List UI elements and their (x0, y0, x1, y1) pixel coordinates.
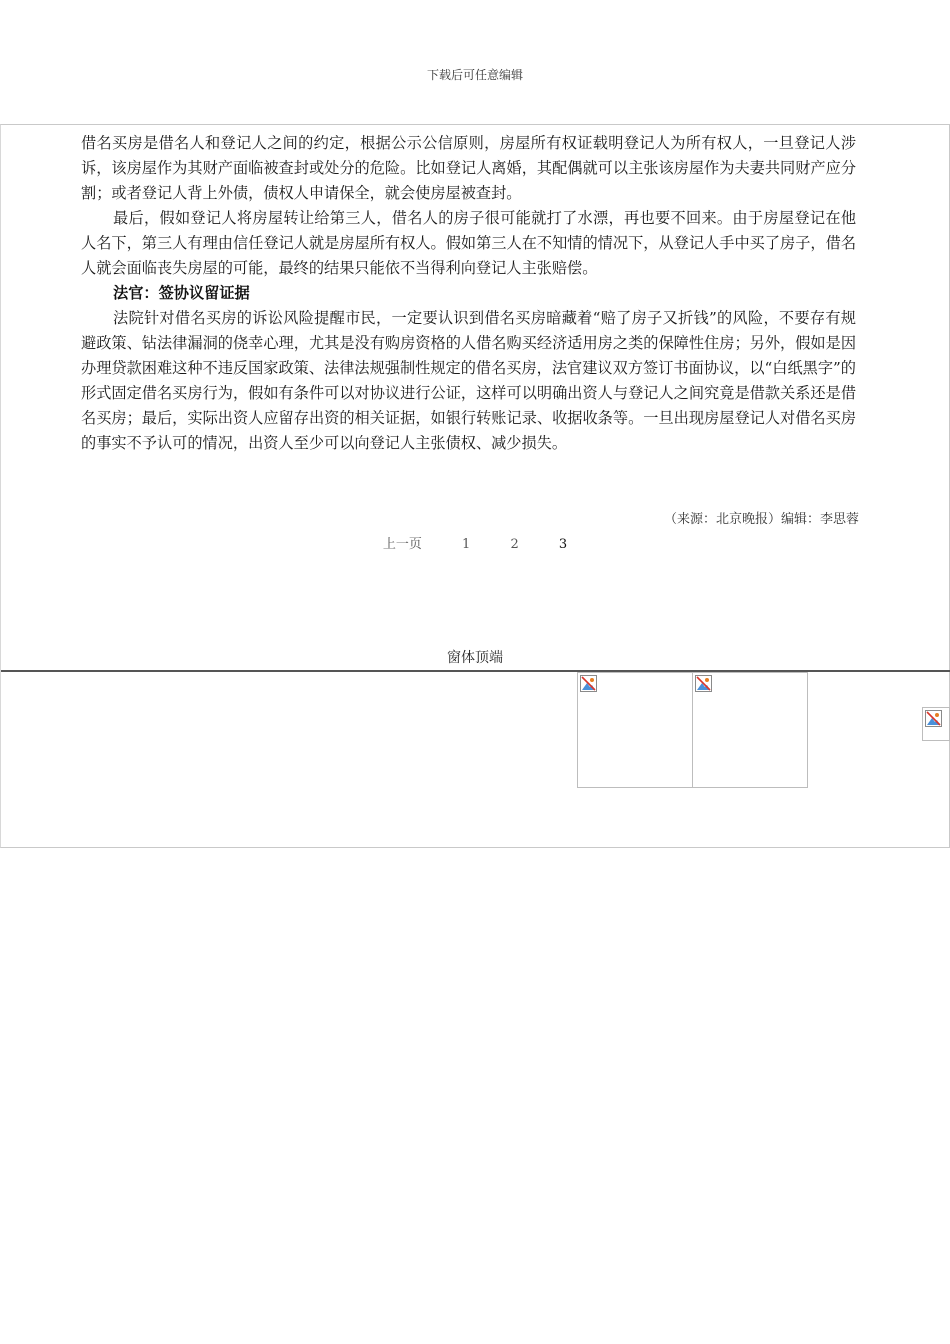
page-link-1[interactable]: 1 (462, 537, 471, 552)
page-link-3-current: 3 (558, 537, 568, 552)
image-placeholder-2[interactable] (692, 672, 808, 788)
article-body (81, 131, 856, 456)
source-editor-line: （来源：北京晚报）编辑：李思蓉 (663, 512, 859, 527)
article-paragraph-2: 最后，假如登记人将房屋转让给第三人，借名人的房子很可能就打了水漂，再也要不回来。由于房屋登记在他人名下，第三人有理由信任登记人就是房屋所有权人。假如第三人在不知情的情况下，从登记人手中买了房子，借名人就会面临丧失房屋的可能，最终的结果只能依不当得利向登记人主张赔偿。 (81, 209, 856, 277)
broken-image-icon (580, 675, 597, 692)
pagination (1, 533, 949, 552)
article-paragraph-1: 借名买房是借名人和登记人之间的约定，根据公示公信原则，房屋所有权证载明登记人为所有权人，一旦登记人涉诉，该房屋作为其财产面临被查封或处分的危险。比如登记人离婚，其配偶就可以主张该房屋作为夫妻共同财产应分割；或者登记人背上外债，债权人申请保全，就会使房屋被查封。 (81, 134, 856, 202)
header-note: 下载后可任意编辑 (426, 68, 523, 82)
image-placeholder-3[interactable] (922, 707, 950, 741)
content-frame (0, 124, 950, 848)
broken-image-icon (925, 710, 942, 727)
image-placeholder-1[interactable] (577, 672, 693, 788)
article-subheading: 法官：签协议留证据 (113, 284, 250, 302)
page-link-2[interactable]: 2 (510, 537, 519, 552)
article-paragraph-3: 法院针对借名买房的诉讼风险提醒市民，一定要认识到借名买房暗藏着“赔了房子又折钱”的风险，不要存有规避政策、钻法律漏洞的侥幸心理，尤其是没有购房资格的人借名购买经济适用房之类的保障性住房；另外，假如是因办理贷款困难这种不违反国家政策、法律法规强制性规定的借名买房，法官建议双方签订书面协议，以“白纸黑字”的形式固定借名买房行为，假如有条件可以对协议进行公证，这样可以明确出资人与登记人之间究竟是借款关系还是借名买房；最后，实际出资人应留存出资的相关证据，如银行转账记录、收据收条等。一旦出现房屋登记人对借名买房的事实不予认可的情况，出资人至少可以向登记人主张债权、减少损失。 (81, 309, 856, 452)
broken-image-icon (695, 675, 712, 692)
prev-page-link[interactable]: 上一页 (382, 537, 422, 552)
form-top-label: 窗体顶端 (447, 650, 503, 666)
